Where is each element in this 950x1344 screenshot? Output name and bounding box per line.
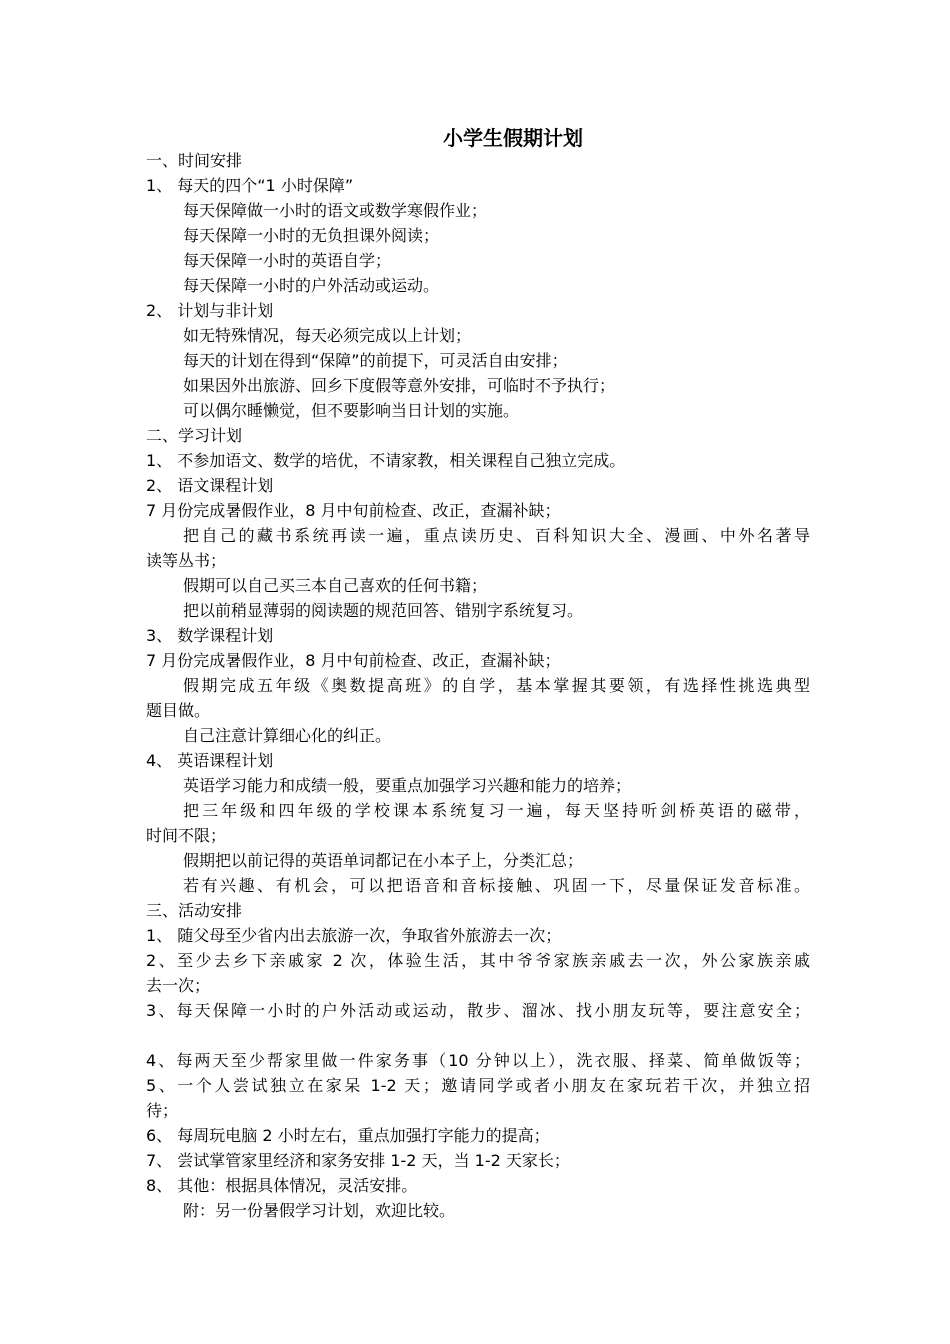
document-title: 小学生假期计划	[443, 126, 583, 150]
paragraph-line: 若有兴趣、有机会，可以把语音和音标接触、巩固一下，尽量保证发音标准。	[183, 876, 810, 895]
paragraph-line: 题目做。	[146, 701, 211, 720]
list-item: 2、至少去乡下亲戚家 2 次，体验生活，其中爷爷家族亲戚去一次，外公家族亲戚	[146, 951, 810, 970]
paragraph-line: 假期完成五年级《奥数提高班》的自学，基本掌握其要领，有选择性挑选典型	[183, 676, 810, 695]
paragraph-line: 把以前稍显薄弱的阅读题的规范回答、错别字系统复习。	[183, 601, 584, 620]
list-item: 去一次；	[146, 976, 211, 995]
item-heading: 4、 英语课程计划	[146, 751, 274, 770]
section-heading: 二、学习计划	[146, 426, 243, 445]
paragraph-line: 自己注意计算细心化的纠正。	[183, 726, 392, 745]
paragraph-line: 每天保障一小时的无负担课外阅读；	[183, 226, 440, 245]
blank-line	[146, 1023, 810, 1048]
item-heading: 1、 不参加语文、数学的培优，不请家教，相关课程自己独立完成。	[146, 451, 626, 470]
paragraph-line: 可以偶尔睡懒觉，但不要影响当日计划的实施。	[183, 401, 520, 420]
appendix-note: 附：另一份暑假学习计划，欢迎比较。	[183, 1201, 456, 1220]
paragraph-line: 读等丛书；	[146, 551, 227, 570]
paragraph-line: 如无特殊情况，每天必须完成以上计划；	[183, 326, 472, 345]
section-heading: 三、活动安排	[146, 901, 243, 920]
paragraph-line: 假期把以前记得的英语单词都记在小本子上，分类汇总；	[183, 851, 584, 870]
paragraph-line: 每天保障一小时的英语自学；	[183, 251, 392, 270]
paragraph-line: 英语学习能力和成绩一般，要重点加强学习兴趣和能力的培养；	[183, 776, 632, 795]
item-heading: 2、 语文课程计划	[146, 476, 274, 495]
item-heading: 3、 数学课程计划	[146, 626, 274, 645]
section-heading: 一、时间安排	[146, 151, 243, 170]
paragraph-line: 把三年级和四年级的学校课本系统复习一遍，每天坚持听剑桥英语的磁带，	[183, 801, 810, 820]
list-item: 4、每两天至少帮家里做一件家务事（10 分钟以上），洗衣服、择菜、简单做饭等；	[146, 1051, 810, 1070]
paragraph-line: 如果因外出旅游、回乡下度假等意外安排，可临时不予执行；	[183, 376, 616, 395]
paragraph-line: 每天的计划在得到“保障”的前提下，可灵活自由安排；	[183, 351, 568, 370]
list-item: 1、 随父母至少省内出去旅游一次，争取省外旅游去一次；	[146, 926, 562, 945]
list-item: 5、一个人尝试独立在家呆 1-2 天；邀请同学或者小朋友在家玩若干次，并独立招	[146, 1076, 810, 1095]
list-item: 7、 尝试掌管家里经济和家务安排 1-2 天，当 1-2 天家长；	[146, 1151, 570, 1170]
list-item: 3、每天保障一小时的户外活动或运动，散步、溜冰、找小朋友玩等，要注意安全；	[146, 1001, 810, 1020]
paragraph-line: 7 月份完成暑假作业，8 月中旬前检查、改正，查漏补缺；	[146, 501, 561, 520]
list-item: 8、 其他：根据具体情况，灵活安排。	[146, 1176, 418, 1195]
paragraph-line: 每天保障一小时的户外活动或运动。	[183, 276, 440, 295]
paragraph-line: 假期可以自己买三本自己喜欢的任何书籍；	[183, 576, 488, 595]
list-item: 6、 每周玩电脑 2 小时左右，重点加强打字能力的提高；	[146, 1126, 550, 1145]
item-heading: 1、 每天的四个“1 小时保障”	[146, 176, 354, 195]
list-item: 待；	[146, 1101, 179, 1120]
paragraph-line: 把自己的藏书系统再读一遍，重点读历史、百科知识大全、漫画、中外名著导	[183, 526, 810, 545]
document-body	[146, 148, 810, 1223]
item-heading: 2、 计划与非计划	[146, 301, 274, 320]
paragraph-line: 时间不限；	[146, 826, 227, 845]
paragraph-line: 7 月份完成暑假作业，8 月中旬前检查、改正，查漏补缺；	[146, 651, 561, 670]
paragraph-line: 每天保障做一小时的语文或数学寒假作业；	[183, 201, 488, 220]
